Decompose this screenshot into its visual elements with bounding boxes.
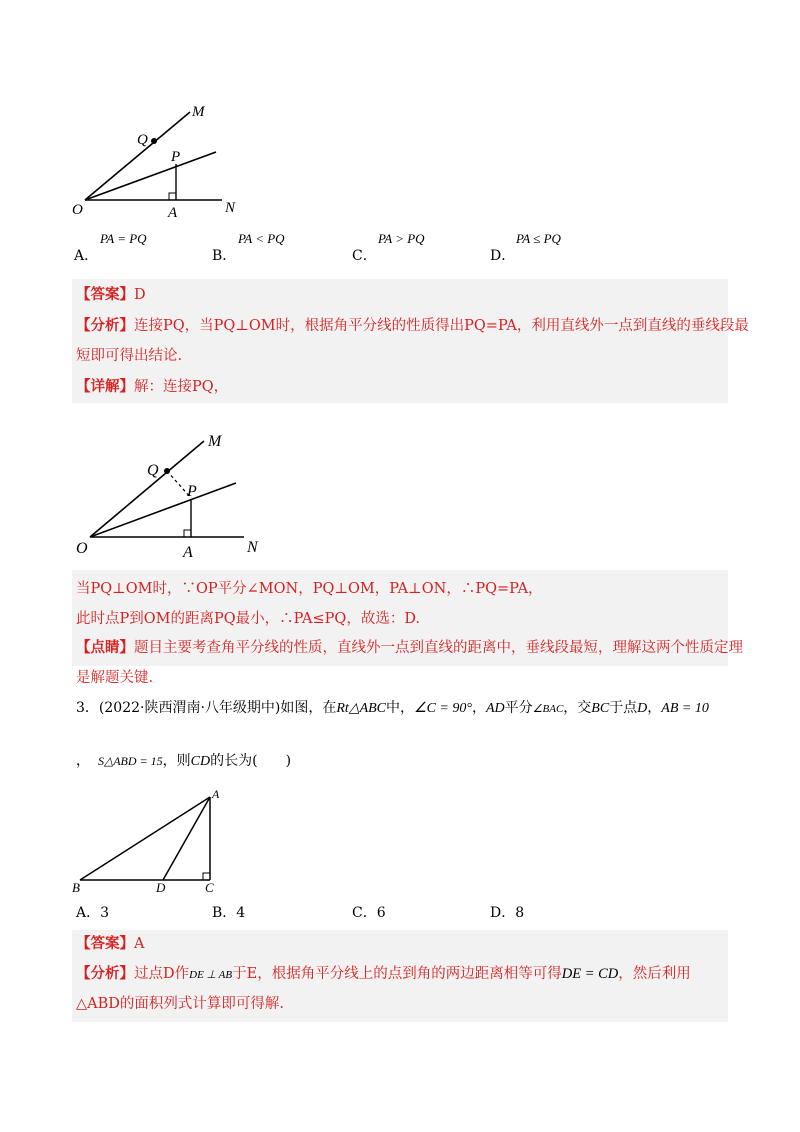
- label-m: M: [208, 433, 222, 450]
- q2-analysis-line1: 【分析】连接PQ，当PQ⊥OM时，根据角平分线的性质得出PQ=PA，利用直线外一点到直线的垂线段最: [76, 317, 749, 334]
- label-a: A: [168, 205, 178, 221]
- point-q: [164, 468, 170, 474]
- q3-stem-line2: ， S△ABD = 15，则CD的长为( ): [76, 753, 292, 769]
- label-o: O: [72, 202, 83, 218]
- label-n: N: [247, 539, 258, 556]
- label-o: O: [76, 540, 88, 557]
- label-q: Q: [147, 462, 159, 479]
- q3-analysis-line2: △ABD的面积列式计算即可得解.: [76, 996, 285, 1012]
- q3-option-c: C．6: [352, 905, 386, 921]
- q2-analysis-line2: 短即可得出结论.: [76, 348, 183, 364]
- right-angle-mark: [184, 530, 191, 537]
- q2-detail: 【详解】解：连接PQ，: [76, 378, 229, 395]
- q2-solution-line2: 此时点P到OM的距离PQ最小，∴PA≤PQ，故选：D.: [76, 611, 421, 627]
- label-d: D: [156, 880, 166, 895]
- q3-option-a: A．3: [76, 905, 110, 921]
- q2-comment-line2: 是解题关键.: [76, 670, 154, 686]
- q2-comment-line1: 【点睛】题目主要考查角平分线的性质，直线外一点到直线的距离中，垂线段最短，理解这两个性质定理: [76, 639, 743, 656]
- figure-right-triangle: [70, 785, 240, 897]
- side-ab: [80, 797, 210, 880]
- point-q: [151, 138, 157, 144]
- label-b: B: [72, 880, 80, 895]
- label-n: N: [225, 200, 236, 216]
- ray-op: [90, 483, 236, 537]
- label-p: P: [187, 483, 197, 500]
- label-p: P: [171, 149, 181, 165]
- segment-ad: [163, 797, 210, 880]
- right-angle-mark: [203, 873, 210, 880]
- label-m: M: [192, 104, 205, 120]
- q3-analysis-line1: 【分析】过点D作DE ⊥ AB于E，根据角平分线上的点到角的两边距离相等可得DE = CD，然后利用: [76, 965, 691, 982]
- label-a: A: [183, 544, 193, 561]
- q2-solution-line1: 当PQ⊥OM时，∵OP平分∠MON，PQ⊥OM，PA⊥ON，∴PQ=PA，: [76, 581, 543, 597]
- figure-angle-bisector-2: [72, 403, 266, 565]
- q3-stem-line1: 3．(2022·陕西渭南·八年级期中)如图，在Rt△ABC中，∠C = 90°，AD平分∠BAC，交BC于点D，AB = 10: [76, 700, 709, 716]
- label-q: Q: [137, 132, 148, 148]
- label-c: C: [205, 880, 214, 895]
- q2-answer: 【答案】D: [76, 286, 146, 303]
- q3-answer: 【答案】A: [76, 935, 145, 952]
- ray-op: [85, 152, 216, 200]
- figure-angle-bisector-1: [70, 100, 250, 225]
- q3-option-b: B．4: [212, 905, 246, 921]
- q3-option-d: D．8: [490, 905, 525, 921]
- label-a: A: [212, 787, 220, 801]
- right-angle-mark: [169, 193, 176, 200]
